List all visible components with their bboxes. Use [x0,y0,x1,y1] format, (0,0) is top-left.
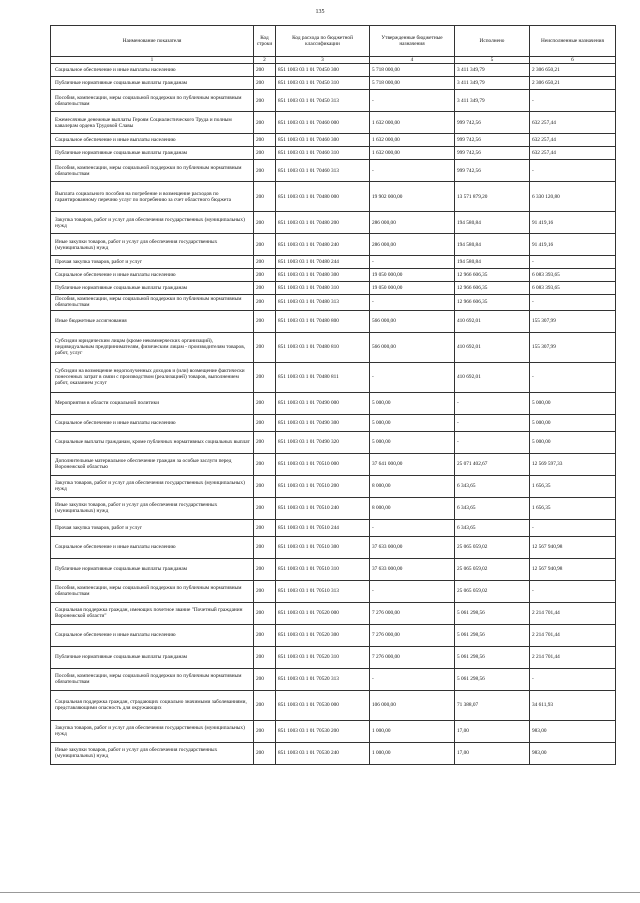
row-budget-code: 851 1003 03 1 01 70520 300 [276,624,370,646]
row-unexecuted: 91 419,16 [530,212,616,234]
row-executed: 999 742,56 [455,160,530,182]
row-executed: - [455,414,530,431]
row-executed: 410 692,01 [455,332,530,362]
row-budget-code: 851 1003 03 1 01 70480 240 [276,234,370,256]
row-executed: 17,00 [455,742,530,764]
row-unexecuted: 5 000,00 [530,414,616,431]
row-budget-code: 851 1003 03 1 01 70460 000 [276,112,370,134]
row-approved: 1 000,00 [370,720,455,742]
row-unexecuted: 983,00 [530,720,616,742]
row-name: Публичные нормативные социальные выплаты гражданам [51,147,254,160]
row-budget-code: 851 1003 03 1 01 70530 000 [276,690,370,720]
column-number: 1 [51,57,254,64]
row-unexecuted: 2 306 650,21 [530,77,616,90]
row-line-code: 200 [254,414,276,431]
row-name: Социальная поддержка граждан, страдающих социально значимыми заболеваниями, представляющими опасность для окружающих [51,690,254,720]
row-line-code: 200 [254,295,276,310]
table-row [51,362,616,392]
row-approved: - [370,580,455,602]
table-row [51,147,616,160]
row-line-code: 200 [254,668,276,690]
row-unexecuted: - [530,668,616,690]
row-unexecuted: - [530,580,616,602]
row-line-code: 200 [254,182,276,212]
row-budget-code: 851 1003 03 1 01 70510 244 [276,519,370,536]
row-unexecuted: 12 567 940,98 [530,558,616,580]
row-name: Социальная поддержка граждан, имеющих почетное звание "Почетный гражданин Воронежской области" [51,602,254,624]
row-executed: 999 742,56 [455,134,530,147]
row-budget-code: 851 1003 03 1 01 70510 200 [276,475,370,497]
table-row [51,646,616,668]
row-name: Иные закупки товаров, работ и услуг для обеспечения государственных (муниципальных) нужд [51,234,254,256]
row-unexecuted: - [530,160,616,182]
row-budget-code: 851 1003 03 1 01 70510 310 [276,558,370,580]
row-approved: 286 000,00 [370,234,455,256]
row-approved: 8 000,00 [370,497,455,519]
table-row [51,475,616,497]
row-line-code: 200 [254,90,276,112]
row-line-code: 200 [254,431,276,453]
row-executed: 13 571 879,20 [455,182,530,212]
row-line-code: 200 [254,602,276,624]
row-name: Социальное обеспечение и иные выплаты населению [51,536,254,558]
page-number: 135 [315,9,325,15]
table-row [51,519,616,536]
row-unexecuted: 2 214 701,44 [530,624,616,646]
row-name: Закупка товаров, работ и услуг для обеспечения государственных (муниципальных) нужд [51,212,254,234]
column-number: 4 [370,57,455,64]
row-approved: 5 000,00 [370,392,455,414]
row-executed: 6 343,65 [455,519,530,536]
row-budget-code: 851 1003 03 1 01 70510 000 [276,453,370,475]
row-unexecuted: 34 611,93 [530,690,616,720]
table-row [51,536,616,558]
header-unexecuted: Неисполненные назначения [530,26,616,57]
row-budget-code: 851 1003 03 1 01 70480 810 [276,332,370,362]
row-unexecuted: 632 257,44 [530,134,616,147]
row-line-code: 200 [254,212,276,234]
row-line-code: 200 [254,269,276,282]
row-executed: 5 061 298,56 [455,602,530,624]
row-unexecuted: 6 083 393,65 [530,269,616,282]
table-row [51,134,616,147]
table-row [51,558,616,580]
row-budget-code: 851 1003 03 1 01 70480 313 [276,295,370,310]
row-budget-code: 851 1003 03 1 01 70520 310 [276,646,370,668]
row-unexecuted: 5 000,00 [530,431,616,453]
row-budget-code: 851 1003 03 1 01 70510 240 [276,497,370,519]
budget-execution-table [50,25,616,765]
row-approved: 7 276 000,00 [370,602,455,624]
row-budget-code: 851 1003 03 1 01 70510 300 [276,536,370,558]
column-number: 2 [254,57,276,64]
row-name: Прочая закупка товаров, работ и услуг [51,256,254,269]
row-approved: - [370,256,455,269]
row-line-code: 200 [254,112,276,134]
row-line-code: 200 [254,310,276,332]
row-name: Социальное обеспечение и иные выплаты населению [51,414,254,431]
row-approved: 5 000,00 [370,431,455,453]
row-approved: 5 718 000,00 [370,64,455,77]
row-line-code: 200 [254,160,276,182]
row-line-code: 200 [254,147,276,160]
row-line-code: 200 [254,134,276,147]
row-name: Пособия, компенсации, меры социальной поддержки по публичным нормативным обязательствам [51,90,254,112]
row-name: Иные закупки товаров, работ и услуг для обеспечения государственных (муниципальных) нужд [51,742,254,764]
header-line-code: Код строки [254,26,276,57]
row-budget-code: 851 1003 03 1 01 70460 300 [276,134,370,147]
row-approved: - [370,160,455,182]
row-name: Мероприятия в области социальной политики [51,392,254,414]
row-line-code: 200 [254,362,276,392]
table-row [51,431,616,453]
table-row [51,112,616,134]
row-name: Иные закупки товаров, работ и услуг для обеспечения государственных (муниципальных) нужд [51,497,254,519]
row-approved: 19 050 000,00 [370,269,455,282]
row-name: Публичные нормативные социальные выплаты гражданам [51,558,254,580]
header-budget-code: Код расхода по бюджетной классификации [276,26,370,57]
table-row [51,90,616,112]
row-name: Социальное обеспечение и иные выплаты населению [51,269,254,282]
column-number: 6 [530,57,616,64]
row-approved: 37 633 000,00 [370,536,455,558]
table-header-row [51,26,616,57]
row-approved: 566 000,00 [370,310,455,332]
row-approved: 19 902 000,00 [370,182,455,212]
row-approved: 7 276 000,00 [370,624,455,646]
page-bottom-divider [0,892,640,893]
row-budget-code: 851 1003 03 1 01 70480 244 [276,256,370,269]
row-executed: 6 343,65 [455,497,530,519]
table-row [51,256,616,269]
row-budget-code: 851 1003 03 1 01 70490 320 [276,431,370,453]
row-unexecuted: 2 306 650,21 [530,64,616,77]
row-unexecuted: 6 330 120,80 [530,182,616,212]
row-executed: 25 065 059,02 [455,558,530,580]
row-name: Пособия, компенсации, меры социальной поддержки по публичным нормативным обязательствам [51,580,254,602]
row-name: Субсидии на возмещение недополученных доходов и (или) возмещение фактически понесенных затрат в связи с производством (реализацией) товаров, выполнением работ, оказанием услуг [51,362,254,392]
row-unexecuted: - [530,519,616,536]
row-line-code: 200 [254,558,276,580]
row-budget-code: 851 1003 03 1 01 70450 313 [276,90,370,112]
row-name: Пособия, компенсации, меры социальной поддержки по публичным нормативным обязательствам [51,668,254,690]
table-row [51,742,616,764]
table-row [51,77,616,90]
row-approved: 106 000,00 [370,690,455,720]
row-unexecuted: - [530,90,616,112]
row-executed: 6 343,65 [455,475,530,497]
row-budget-code: 851 1003 03 1 01 70480 310 [276,282,370,295]
table-row [51,668,616,690]
row-unexecuted: 2 214 701,44 [530,602,616,624]
row-approved: - [370,668,455,690]
table-row [51,332,616,362]
row-line-code: 200 [254,256,276,269]
row-unexecuted: - [530,256,616,269]
row-approved: - [370,362,455,392]
row-executed: 3 411 349,79 [455,64,530,77]
row-approved: 5 718 000,00 [370,77,455,90]
row-executed: 5 061 298,56 [455,668,530,690]
row-unexecuted: 12 569 597,33 [530,453,616,475]
row-unexecuted: 983,00 [530,742,616,764]
table-row [51,234,616,256]
row-executed: - [455,392,530,414]
row-approved: 1 632 000,00 [370,112,455,134]
row-line-code: 200 [254,624,276,646]
row-budget-code: 851 1003 03 1 01 70510 313 [276,580,370,602]
table-row [51,497,616,519]
row-approved: 37 641 000,00 [370,453,455,475]
row-unexecuted: 155 307,99 [530,310,616,332]
row-name: Дополнительные материальное обеспечение граждан за особые заслуги перед Воронежской областью [51,453,254,475]
row-budget-code: 851 1003 03 1 01 70520 000 [276,602,370,624]
row-approved: - [370,519,455,536]
row-line-code: 200 [254,646,276,668]
row-executed: 194 580,84 [455,256,530,269]
row-approved: 566 000,00 [370,332,455,362]
row-executed: 25 065 059,02 [455,536,530,558]
row-budget-code: 851 1003 03 1 01 70530 200 [276,720,370,742]
row-executed: 5 061 298,56 [455,624,530,646]
row-executed: 3 411 349,79 [455,90,530,112]
row-budget-code: 851 1003 03 1 01 70480 200 [276,212,370,234]
row-executed: 25 065 059,02 [455,580,530,602]
row-unexecuted: 5 000,00 [530,392,616,414]
row-name: Субсидии юридическим лицам (кроме некоммерческих организаций), индивидуальным предпринимателям, физическим лицам - производителям товаров, работ, услуг [51,332,254,362]
table-row [51,690,616,720]
row-budget-code: 851 1003 03 1 01 70460 310 [276,147,370,160]
row-executed: 3 411 349,79 [455,77,530,90]
row-line-code: 200 [254,234,276,256]
row-executed: 410 692,01 [455,362,530,392]
row-executed: 194 580,84 [455,212,530,234]
row-approved: 8 000,00 [370,475,455,497]
row-name: Социальное обеспечение и иные выплаты населению [51,624,254,646]
row-budget-code: 851 1003 03 1 01 70490 300 [276,414,370,431]
table-row [51,414,616,431]
row-name: Закупка товаров, работ и услуг для обеспечения государственных (муниципальных) нужд [51,720,254,742]
row-line-code: 200 [254,580,276,602]
row-unexecuted: 1 656,35 [530,475,616,497]
table-row [51,624,616,646]
row-budget-code: 851 1003 03 1 01 70480 000 [276,182,370,212]
table-row [51,282,616,295]
row-approved: 286 000,00 [370,212,455,234]
row-unexecuted: 12 567 940,98 [530,536,616,558]
row-approved: 1 632 000,00 [370,134,455,147]
row-line-code: 200 [254,536,276,558]
row-line-code: 200 [254,690,276,720]
table-row [51,160,616,182]
table-row [51,212,616,234]
row-unexecuted: 155 307,99 [530,332,616,362]
table-row [51,295,616,310]
row-name: Публичные нормативные социальные выплаты гражданам [51,646,254,668]
row-line-code: 200 [254,64,276,77]
row-budget-code: 851 1003 03 1 01 70450 300 [276,64,370,77]
row-executed: 12 966 606,35 [455,295,530,310]
table-row [51,453,616,475]
row-name: Социальное обеспечение и иные выплаты населению [51,64,254,77]
row-unexecuted: 632 257,44 [530,147,616,160]
row-approved: 1 632 000,00 [370,147,455,160]
row-executed: 17,00 [455,720,530,742]
row-executed: 194 580,84 [455,234,530,256]
row-unexecuted: - [530,362,616,392]
row-approved: 37 633 000,00 [370,558,455,580]
header-indicator-name: Наименование показателя [51,26,254,57]
row-executed: 5 061 298,56 [455,646,530,668]
table-row [51,720,616,742]
row-approved: 5 000,00 [370,414,455,431]
row-name: Публичные нормативные социальные выплаты гражданам [51,77,254,90]
row-line-code: 200 [254,77,276,90]
row-name: Выплата социального пособия на погребение и возмещение расходов по гарантированному перечню услуг по погребению за счет областного бюджета [51,182,254,212]
row-unexecuted: 2 214 701,44 [530,646,616,668]
row-line-code: 200 [254,392,276,414]
row-name: Пособия, компенсации, меры социальной поддержки по публичным нормативным обязательствам [51,160,254,182]
row-executed: - [455,431,530,453]
row-line-code: 200 [254,519,276,536]
row-executed: 71 388,07 [455,690,530,720]
row-name: Социальное обеспечение и иные выплаты населению [51,134,254,147]
row-line-code: 200 [254,332,276,362]
row-approved: 1 000,00 [370,742,455,764]
row-executed: 12 966 606,35 [455,269,530,282]
row-executed: 25 071 402,67 [455,453,530,475]
row-unexecuted: - [530,295,616,310]
table-row [51,580,616,602]
row-budget-code: 851 1003 03 1 01 70460 313 [276,160,370,182]
row-name: Публичные нормативные социальные выплаты гражданам [51,282,254,295]
table-row [51,182,616,212]
row-name: Ежемесячные денежные выплаты Героям Социалистического Труда и полным кавалерам ордена Трудовой Славы [51,112,254,134]
table-row [51,602,616,624]
header-approved: Утвержденные бюджетные назначения [370,26,455,57]
row-budget-code: 851 1003 03 1 01 70450 310 [276,77,370,90]
row-line-code: 200 [254,742,276,764]
row-budget-code: 851 1003 03 1 01 70480 811 [276,362,370,392]
column-number: 5 [455,57,530,64]
row-line-code: 200 [254,282,276,295]
table-row [51,392,616,414]
row-executed: 12 966 606,35 [455,282,530,295]
row-unexecuted: 632 257,44 [530,112,616,134]
row-executed: 999 742,56 [455,147,530,160]
row-line-code: 200 [254,720,276,742]
row-approved: - [370,90,455,112]
header-executed: Исполнено [455,26,530,57]
column-number-row [51,57,616,64]
row-budget-code: 851 1003 03 1 01 70480 800 [276,310,370,332]
row-name: Прочая закупка товаров, работ и услуг [51,519,254,536]
row-budget-code: 851 1003 03 1 01 70530 240 [276,742,370,764]
row-executed: 410 692,01 [455,310,530,332]
row-executed: 999 742,56 [455,112,530,134]
row-name: Пособия, компенсации, меры социальной поддержки по публичным нормативным обязательствам [51,295,254,310]
row-line-code: 200 [254,497,276,519]
table-row [51,310,616,332]
row-approved: 19 050 000,00 [370,282,455,295]
row-approved: - [370,295,455,310]
row-unexecuted: 91 419,16 [530,234,616,256]
row-approved: 7 276 000,00 [370,646,455,668]
row-name: Социальные выплаты гражданам, кроме публичных нормативных социальных выплат [51,431,254,453]
row-name: Закупка товаров, работ и услуг для обеспечения государственных (муниципальных) нужд [51,475,254,497]
table-row [51,269,616,282]
row-budget-code: 851 1003 03 1 01 70480 300 [276,269,370,282]
column-number: 3 [276,57,370,64]
row-budget-code: 851 1003 03 1 01 70490 000 [276,392,370,414]
row-budget-code: 851 1003 03 1 01 70520 313 [276,668,370,690]
row-unexecuted: 1 656,35 [530,497,616,519]
row-name: Иные бюджетные ассигнования [51,310,254,332]
row-unexecuted: 6 083 393,65 [530,282,616,295]
table-row [51,64,616,77]
row-line-code: 200 [254,475,276,497]
row-line-code: 200 [254,453,276,475]
